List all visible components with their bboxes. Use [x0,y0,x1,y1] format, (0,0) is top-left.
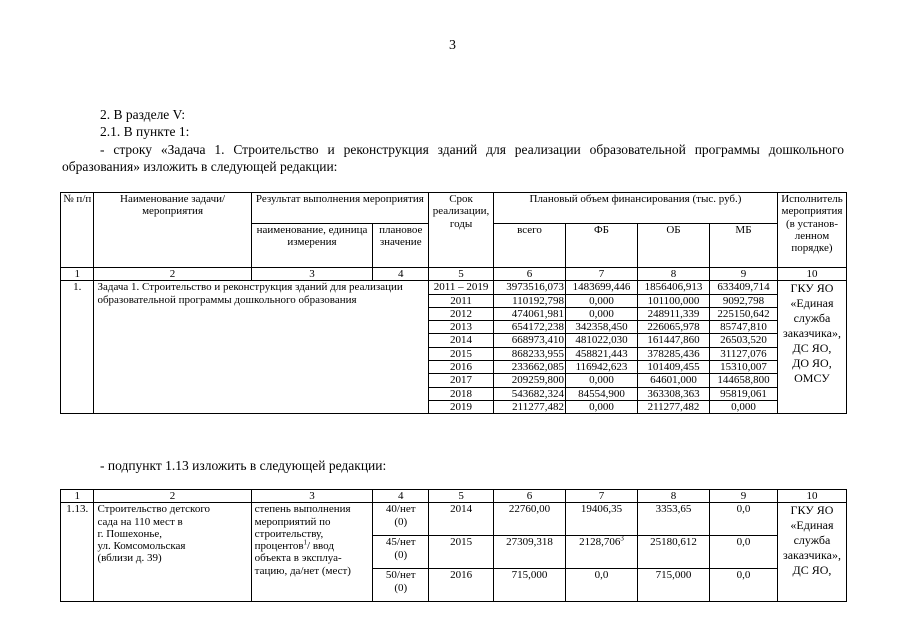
result-line-text: объекта в эксплуа- [254,552,342,565]
plan-value [373,503,429,536]
total-cell: 211277,482 [494,400,566,413]
total-cell: 868233,955 [494,347,566,360]
header-result: Результат выполнения мероприятия [251,193,428,224]
executor [777,503,846,602]
ob-cell: 25180,612 [638,536,710,569]
executor-line: ГКУ ЯО [790,281,834,296]
plan-value-line: (0) [394,515,408,528]
total-cell: 3973516,073 [494,281,566,294]
fb-cell: 458821,443 [566,347,638,360]
total-cell: 654172,238 [494,321,566,334]
total-cell: 233662,085 [494,361,566,374]
year-cell: 2019 [429,400,494,413]
column-number: 10 [777,268,846,281]
header-executor: Исполнитель мероприятия (в установ-ленном порядке) [777,193,846,268]
total-cell: 668973,410 [494,334,566,347]
section-line: 2. В разделе V: [100,107,186,122]
executor-line: служба [793,533,831,548]
fb-value: 2128,706 [579,536,621,549]
ob-cell: 715,000 [638,569,710,602]
column-number: 1 [61,268,94,281]
column-number: 7 [566,268,638,281]
total-cell: 715,000 [494,569,566,602]
result-line-text: степень выполнения [254,503,351,516]
result-line-text: строительству, [254,527,324,540]
result-line [255,565,372,577]
result-line-text: мероприятий по [254,515,331,528]
header-term: Срок реализации, годы [429,193,494,268]
year-cell: 2011 – 2019 [429,281,494,294]
mb-cell: 85747,810 [710,321,778,334]
column-number: 4 [373,268,429,281]
column-number: 3 [251,268,373,281]
plan-value-line: (0) [394,548,408,561]
header-funding: Плановый объем финансирования (тыс. руб.) [494,193,778,224]
row-number: 1. [61,281,94,414]
fb-cell: 342358,450 [566,321,638,334]
ob-cell: 1856406,913 [638,281,710,294]
mb-cell: 633409,714 [710,281,778,294]
executor-line: заказчика», [782,548,841,563]
header-ob: ОБ [638,224,710,268]
executor-line: ДО ЯО, [792,356,832,371]
column-number: 6 [494,268,566,281]
column-number: 6 [494,490,566,503]
column-number: 8 [638,268,710,281]
ob-cell: 3353,65 [638,503,710,536]
column-number: 4 [373,490,429,503]
mb-cell: 31127,076 [710,347,778,360]
executor-line: ГКУ ЯО [790,503,834,518]
year-cell: 2014 [429,334,494,347]
total-cell: 543682,324 [494,387,566,400]
executor-line: «Единая [790,296,834,311]
ob-cell: 363308,363 [638,387,710,400]
year-cell: 2015 [429,347,494,360]
year-cell: 2017 [429,374,494,387]
result-line-text: тацию, да/нет (мест) [254,564,351,577]
column-number: 10 [777,490,846,503]
year-cell: 2018 [429,387,494,400]
mb-cell: 15310,007 [710,361,778,374]
mb-cell: 0,000 [710,400,778,413]
header-mb: МБ [710,224,778,268]
activity-name [94,503,251,602]
fb-cell: 0,000 [566,294,638,307]
fb-value: 19406,35 [580,503,623,516]
header-total: всего [494,224,566,268]
fb-cell [566,536,638,569]
total-cell: 22760,00 [494,503,566,536]
plan-value-line: 50/нет [385,569,416,582]
year-cell: 2016 [429,361,494,374]
year-cell: 2015 [429,536,494,569]
table-row [61,281,847,294]
activity-name-line: сада на 110 мест в [97,515,183,528]
table-row [61,503,847,536]
mb-cell: 9092,798 [710,294,778,307]
column-number: 9 [710,268,778,281]
mb-cell: 0,0 [710,503,778,536]
column-numbers-row [61,490,847,503]
fb-cell: 1483699,446 [566,281,638,294]
fb-cell: 0,000 [566,307,638,320]
mb-cell: 225150,642 [710,307,778,320]
result-description [251,503,373,602]
total-cell: 27309,318 [494,536,566,569]
fb-cell: 0,000 [566,374,638,387]
plan-value [373,536,429,569]
plan-value-line: 40/нет [385,503,416,516]
mb-cell: 144658,800 [710,374,778,387]
column-numbers-row [61,268,847,281]
column-number: 8 [638,490,710,503]
mb-cell: 26503,520 [710,334,778,347]
mb-cell: 0,0 [710,536,778,569]
ob-cell: 226065,978 [638,321,710,334]
result-line [255,516,372,528]
executor-line: ДС ЯО, [792,563,832,578]
executor-line: ОМСУ [794,371,830,386]
column-number: 3 [251,490,373,503]
ob-cell: 101409,455 [638,361,710,374]
column-number: 2 [94,268,251,281]
activity-name-line: (вблизи д. 39) [97,552,162,565]
fb-cell [566,503,638,536]
result-line [255,552,372,564]
year-cell: 2016 [429,569,494,602]
fb-cell: 0,000 [566,400,638,413]
result-line [255,528,372,540]
header-num: № п/п [61,193,94,268]
plan-value-line: (0) [394,581,408,594]
column-number: 9 [710,490,778,503]
header-result-plan: плановое значение [373,224,429,268]
footnote-mark: 1 [303,538,308,547]
column-number: 2 [94,490,251,503]
header-result-name: наименование, единица измерения [251,224,373,268]
ob-cell: 64601,000 [638,374,710,387]
result-line [255,540,372,552]
activity-name-line: ул. Комсомольская [97,540,186,553]
funding-table [60,192,847,414]
ob-cell: 161447,860 [638,334,710,347]
ob-cell: 101100,000 [638,294,710,307]
ob-cell: 378285,436 [638,347,710,360]
year-cell: 2014 [429,503,494,536]
executor [777,281,846,414]
activity-name-line: Строительство детского [97,503,211,516]
point-line: 2.1. В пункте 1: [100,124,190,139]
total-cell: 110192,798 [494,294,566,307]
year-cell: 2013 [429,321,494,334]
mb-cell: 95819,061 [710,387,778,400]
ob-cell: 248911,339 [638,307,710,320]
result-line [255,503,372,515]
column-number: 5 [429,490,494,503]
executor-line: заказчика», [782,326,841,341]
column-number: 1 [61,490,94,503]
subpoint-line: - подпункт 1.13 изложить в следующей редакции: [100,458,387,473]
result-line-text: процентов [254,540,304,553]
mb-cell: 0,0 [710,569,778,602]
fb-cell: 116942,623 [566,361,638,374]
row-number: 1.13. [61,503,94,602]
column-number: 7 [566,490,638,503]
fb-cell [566,569,638,602]
column-number: 5 [429,268,494,281]
header-name: Наименование задачи/мероприятия [94,193,251,268]
subpoint-table [60,489,847,602]
fb-value: 0,0 [594,569,609,582]
result-line-text: / ввод [307,540,334,553]
year-cell: 2012 [429,307,494,320]
fb-cell: 84554,900 [566,387,638,400]
page-number: 3 [449,38,456,53]
plan-value-line: 45/нет [385,536,416,549]
plan-value [373,569,429,602]
fb-cell: 481022,030 [566,334,638,347]
year-cell: 2011 [429,294,494,307]
footnote-mark: 3 [620,535,624,543]
instruction-paragraph: - строку «Задача 1. Строительство и реконструкция зданий для реализации образовательной программы дошкольного образования» изложить в следующей редакции: [62,142,844,174]
executor-line: ДС ЯО, [792,341,832,356]
task-name: Задача 1. Строительство и реконструкция зданий для реализации образовательной программы дошкольного образования [94,281,429,414]
activity-name-line: г. Пошехонье, [97,527,162,540]
header-fb: ФБ [566,224,638,268]
executor-line: «Единая [790,518,834,533]
total-cell: 474061,981 [494,307,566,320]
ob-cell: 211277,482 [638,400,710,413]
total-cell: 209259,800 [494,374,566,387]
executor-line: служба [793,311,831,326]
